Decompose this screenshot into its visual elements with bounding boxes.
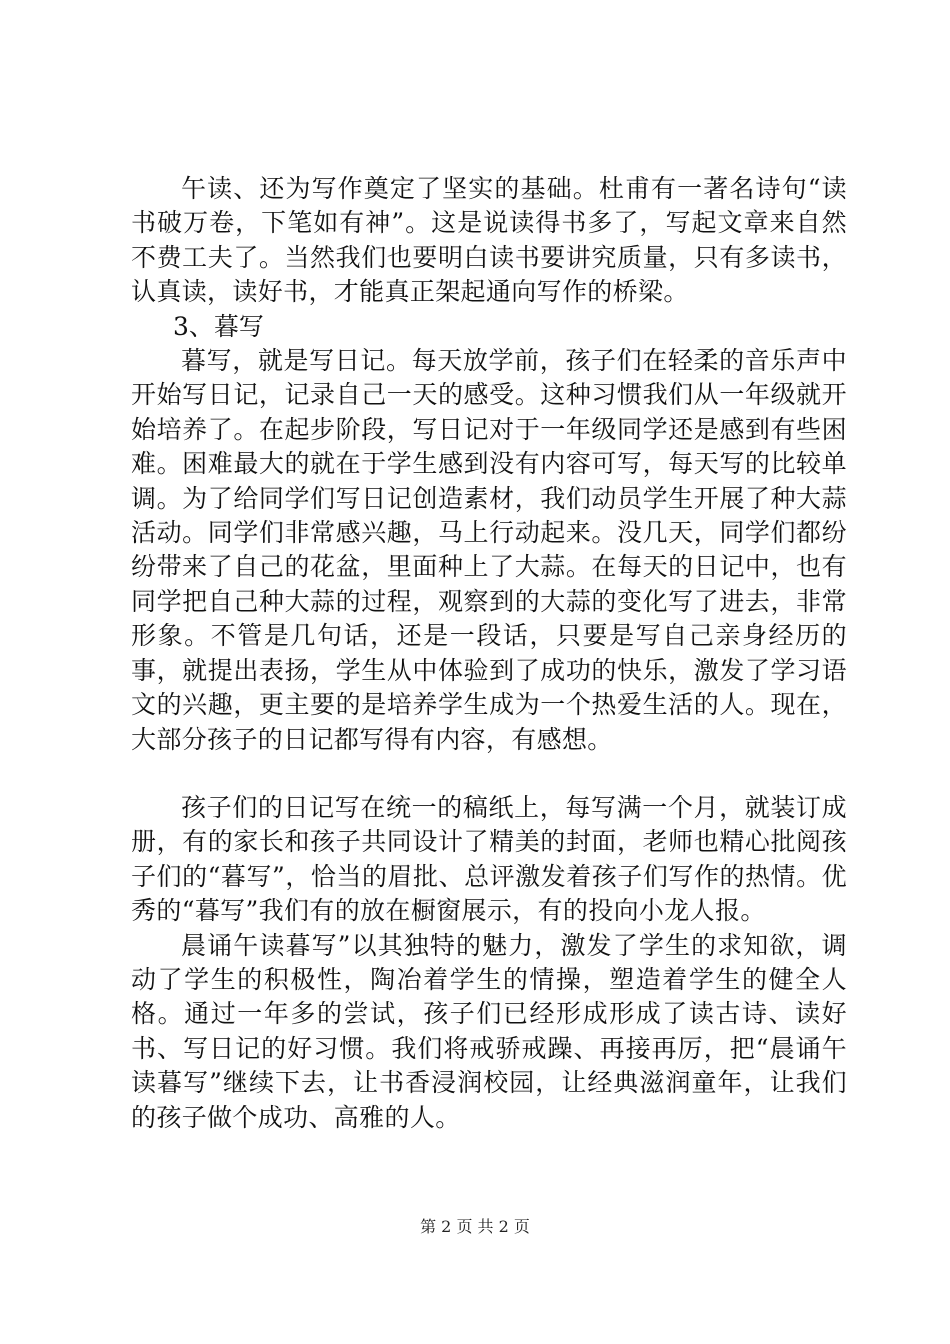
section-heading-evening-writing: 3、暮写 bbox=[173, 311, 264, 341]
paragraph-reading-foundation: 午读、还为写作奠定了坚实的基础。杜甫有一著名诗句“读书破万卷，下笔如有神”。这是说读得书多了，写起文章来自然不费工夫了。当然我们也要明白读书要讲究质量，只有多读书，认真读，读好书，才能真正架起通向写作的桥梁。 bbox=[131, 174, 847, 307]
paragraph-diary-binding: 孩子们的日记写在统一的稿纸上，每写满一个月，就装订成册，有的家长和孩子共同设计了精美的封面，老师也精心批阅孩子们的“暮写”，恰当的眉批、总评激发着孩子们写作的热情。优秀的“暮写”我们有的放在橱窗展示，有的投向小龙人报。 bbox=[131, 792, 847, 926]
paragraph-conclusion: 晨诵午读暮写”以其独特的魅力，激发了学生的求知欲，调动了学生的积极性，陶冶着学生的情操，塑造着学生的健全人格。通过一年多的尝试，孩子们已经形成形成了读古诗、读好书、写日记的好习惯。我们将戒骄戒躁、再接再厉，把“晨诵午读暮写”继续下去，让书香浸润校园，让经典滋润童年，让我们的孩子做个成功、高雅的人。 bbox=[131, 930, 847, 1132]
document-body bbox=[131, 172, 847, 1135]
paragraph-diary-writing: 暮写，就是写日记。每天放学前，孩子们在轻柔的音乐声中开始写日记，记录自己一天的感受。这种习惯我们从一年级就开始培养了。在起步阶段，写日记对于一年级同学还是感到有些困难。困难最大的就在于学生感到没有内容可写，每天写的比较单调。为了给同学们写日记创造素材，我们动员学生开展了种大蒜活动。同学们非常感兴趣，马上行动起来。没几天，同学们都纷纷带来了自己的花盆，里面种上了大蒜。在每天的日记中，也有同学把自己种大蒜的过程，观察到的大蒜的变化写了进去，非常形象。不管是几句话，还是一段话，只要是写自己亲身经历的事，就提出表扬，学生从中体验到了成功的快乐，激发了学习语文的兴趣，更主要的是培养学生成为一个热爱生活的人。现在，大部分孩子的日记都写得有内容，有感想。 bbox=[131, 346, 847, 754]
page-footer: 第 2 页 共 2 页 bbox=[420, 1217, 530, 1236]
